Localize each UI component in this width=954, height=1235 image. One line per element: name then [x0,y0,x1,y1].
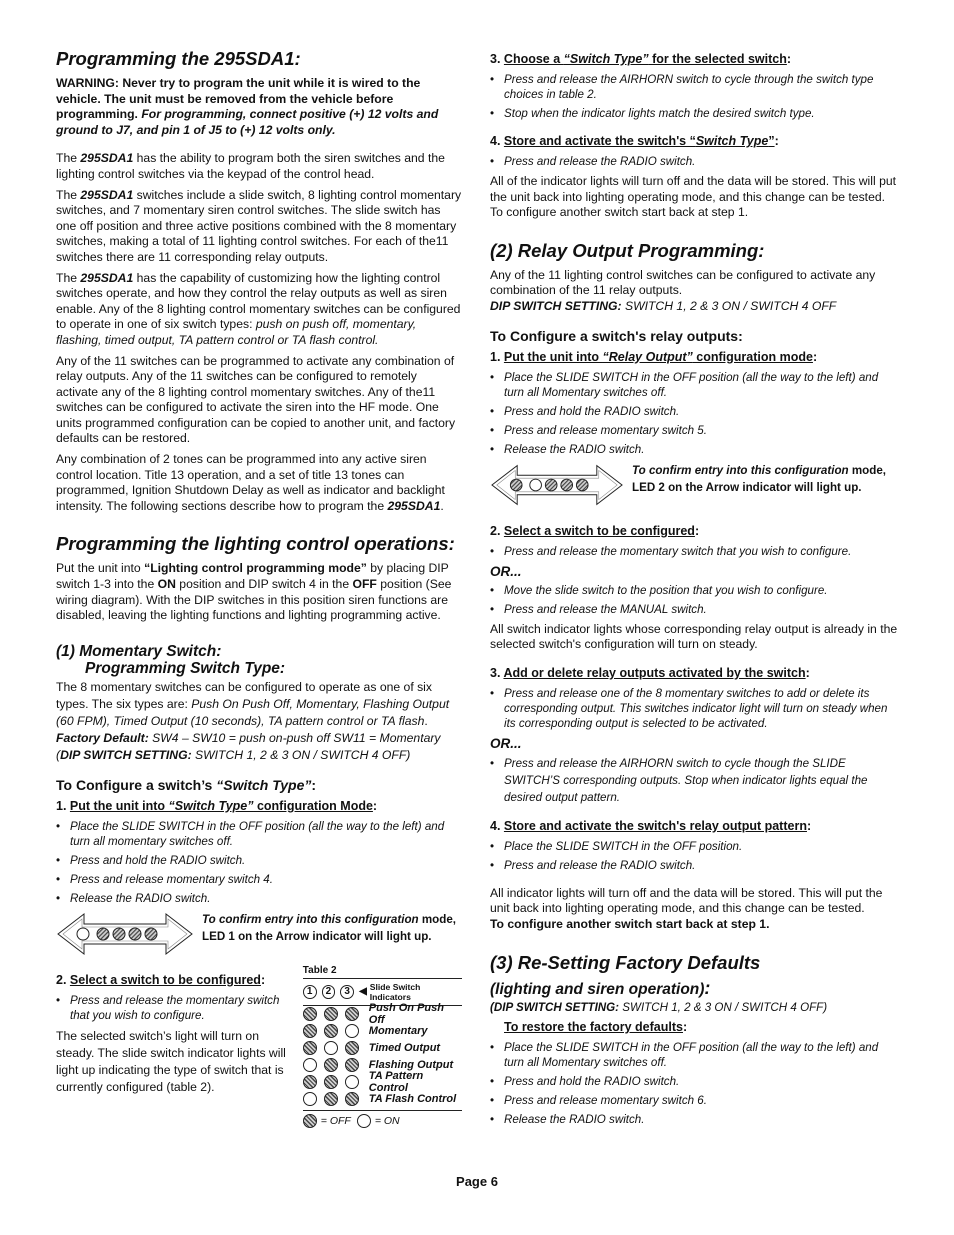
or-label: OR... [490,735,522,751]
confirm-led1: To confirm entry into this configuration mode, LED 1 on the Arrow indicator will light up. [56,911,462,957]
led-off-icon [324,1024,338,1038]
list-item: • Stop when the indicator lights match the desired switch type. [490,106,898,121]
left-arrow-icon: ◀ [359,986,367,998]
list-item: • Press and release the MANUAL switch. [490,602,898,617]
page-number: Page 6 [456,1174,498,1189]
led-off-icon [345,1041,359,1055]
table-row [303,1002,462,1027]
switch-type-label: Timed Output [368,1042,441,1055]
arrow-indicator-icon [490,462,624,508]
list-item: • Place the SLIDE SWITCH in the OFF position (all the way to the left) and turn all momentary switches off. [56,819,462,849]
step-1-type: 1. Put the unit into “Switch Type” configuration Mode: [56,798,378,813]
list-item: • Place the SLIDE SWITCH in the OFF position. [490,839,898,854]
step-3-relay-list [490,686,898,731]
led-off-icon [324,1075,338,1089]
table-row [303,1040,462,1057]
momentary-paragraph: The 8 momentary switches can be configured to operate as one of six types. The six types are: Push On Push Off, Momentary, Flashing Output (60 FPM), Timed Output (10 seconds), TA pattern control or TA flash. Factory Default: SW4 – SW10 = push on-push off SW11 = Momentary (DIP SWITCH SETTING: SWITCH 1, 2 & 3 ON / SWITCH 4 OFF) [56,679,450,762]
right-column [490,52,898,1132]
led-off-icon [345,1092,359,1106]
list-item: • Press and release the AIRHORN switch to cycle through the switch type choices in table 2. [490,72,898,102]
list-item: • Press and release the momentary switch that you wish to configure. [490,544,898,559]
led-off-icon [324,1058,338,1072]
led-off-icon [345,1058,359,1072]
lighting-paragraph: Put the unit into “Lighting control programming mode” by placing DIP switch 1-3 into the ON position and DIP switch 4 in the OFF position (See wiring diagram). With the DIP switches in this position siren functions are disabled, leaving the lighting functions and lighting programming active. [56,561,452,623]
list-item: • Press and release momentary switch 5. [490,423,898,438]
config-type-heading: To Configure a switch’s “Switch Type”: [56,776,317,793]
step-4-relay-paragraph: All indicator lights will turn off and the data will be stored. This will put the unit back into lighting operating mode, and this change can be tested. To configure another switch start back at step 1. [490,885,883,931]
step-3-relay: 3. Add or delete relay outputs activated by the switch: [490,665,810,680]
intro-paragraph-3: The 295SDA1 has the capability of customizing how the lighting control switches operate, and how they control the relay outputs as well as siren enable. Any of the 8 lighting control momentary switches can be configured to operate in one of six switch types: push on push off, momentary, flashing, timed output, TA pattern control or TA flash control. [56,270,461,347]
led-on-icon [303,1092,317,1106]
table-row [303,1091,462,1108]
led-on-icon [324,1041,338,1055]
step-4-relay-list [490,839,898,873]
led-on-icon [357,1114,371,1128]
step-2-relay-list-b [490,583,898,617]
led-off-icon [324,1092,338,1106]
list-item: • Release the RADIO switch. [490,442,898,457]
step-2-relay: 2. Select a switch to be configured: [490,523,700,538]
step-3-relay-list-b [490,755,898,806]
relay-paragraph: Any of the 11 lighting control switches can be configured to activate any combination of the 11 relay outputs. DIP SWITCH SETTING: SWITCH 1, 2 & 3 ON / SWITCH 4 OFF [490,267,876,313]
led-off-icon [303,1024,317,1038]
led-on-icon [345,1024,359,1038]
step-4-type: 4. Store and activate the switch's “Switch Type”: [490,134,779,148]
config-relay-heading: To Configure a switch's relay outputs: [490,327,743,344]
lighting-heading: Programming the lighting control operations: [56,533,455,555]
step-1-type-list [56,819,462,906]
reset-dip: (DIP SWITCH SETTING: SWITCH 1, 2 & 3 ON / SWITCH 4 OFF) [490,1000,828,1014]
step-2-type: 2. Select a switch to be configured: [56,972,266,987]
list-item: • Press and hold the RADIO switch. [490,1074,898,1089]
momentary-heading: (1) Momentary Switch: Programming Switch Type: [56,642,286,677]
step-2-relay-list [490,544,898,559]
list-item: • Press and release momentary switch 6. [490,1093,898,1108]
or-label: OR... [490,563,522,579]
reset-subheading: (lighting and siren operation): [490,977,711,998]
list-item: • Release the RADIO switch. [490,1112,898,1127]
led-off-icon [345,1007,359,1021]
reset-heading: (3) Re-Setting Factory Defaults [490,951,761,973]
switch-type-label: Flashing Output [368,1059,454,1072]
step-4-relay: 4. Store and activate the switch's relay output pattern: [490,818,812,833]
list-item: • Release the RADIO switch. [56,891,462,906]
list-item: • Press and hold the RADIO switch. [56,853,462,868]
intro-paragraph-4: Any of the 11 switches can be programmed to activate any combination of relay outputs. Any of the 11 switches can be configured to remotely activate any of the 8 lighting control momentary switches. Any of the11 switches can be configured to activate the siren into the HF mode. One units programmed configuration can be copied to another unit, and factory defaults can be restored. [56,353,456,446]
led-off-icon [303,1075,317,1089]
step-2-type-paragraph: The selected switch’s light will turn on steady. The slide switch indicator lights will light up indicating the type of switch that is currently configured (table 2). [56,1028,286,1094]
table-row [303,1070,462,1095]
led-off-icon [303,1114,317,1128]
switch-type-label: TA Flash Control [368,1093,457,1106]
table-2-legend: = OFF = ON [303,1110,462,1128]
list-item: • Press and release momentary switch 4. [56,872,462,887]
switch-type-label: Momentary [368,1025,428,1038]
intro-paragraph-2: The 295SDA1 switches include a slide switch, 8 lighting control momentary switches, and 7 momentary siren control switches. The slide switch has one off position and three active positions combined with the 8 momentary switches, making a total of 11 lighting control switches. For each of the11 switches there are 11 corresponding relay outputs. [56,187,462,264]
list-item: • Place the SLIDE SWITCH in the OFF position (all the way to the left) and turn all Momentary switches off. [490,370,898,400]
switch-type-label: Push On Push Off [368,1002,444,1027]
step-3-type: 3. Choose a “Switch Type” for the selected switch: [490,52,792,66]
table-2 [303,965,462,1128]
list-item: • Press and hold the RADIO switch. [490,404,898,419]
step-3-type-list [490,72,898,121]
led-off-icon [303,1007,317,1021]
list-item: • Press and release the momentary switch that you wish to configure. [56,993,293,1023]
restore-heading: To restore the factory defaults: [504,1020,688,1035]
list-item: • Press and release one of the 8 momentary switches to add or delete its corresponding output. This switches indicator light will turn on steady when its corresponding output is selected to be activated. [490,686,898,731]
table-2-rows [303,1002,462,1108]
list-item: • Press and release the RADIO switch. [490,858,898,873]
step-1-relay: 1. Put the unit into “Relay Output” configuration mode: [490,349,818,364]
list-item: • Press and release the RADIO switch. [490,154,898,169]
step-2-type-list [56,993,293,1023]
intro-paragraph-5: Any combination of 2 tones can be programmed into any active siren control location. Title 13 operation, and a set of title 13 tones can programmed, Ignition Shutdown Delay as well as indicator and backlight intensity. The following sections describe how to program the 295SDA1. [56,452,445,513]
led-on-icon [345,1075,359,1089]
list-item: • Place the SLIDE SWITCH in the OFF position (all the way to the left) and turn all Momentary switches off. [490,1040,898,1070]
table-2-title: Table 2 [303,965,462,979]
step-4-type-paragraph: All of the indicator lights will turn off and the data will be stored. This will put the unit back into lighting operating mode, and this change can be tested. To configure another switch start back at step 1. [490,174,897,220]
warning-paragraph: WARNING: Never try to program the unit while it is wired to the vehicle. The unit must be removed from the vehicle before programming. For programming, connect positive (+) 12 volts and ground to J7, and pin 1 of J5 to (+) 12 volts only. [56,76,439,137]
restore-list [490,1040,898,1127]
led-on-icon [303,1058,317,1072]
step-4-type-list [490,154,898,169]
step-1-relay-list [490,370,898,457]
list-item: • Press and release the AIRHORN switch to cycle though the SLIDE SWITCH’S corresponding outputs. Stop when indicator lights equal the desired output pattern. [490,755,898,806]
led-off-icon [324,1007,338,1021]
led-off-icon [303,1041,317,1055]
switch-type-label: TA Pattern Control [368,1070,424,1095]
list-item: • Move the slide switch to the position that you wish to configure. [490,583,898,598]
table-2-header: 1 2 3 ◀ Slide Switch Indicators [303,979,462,1006]
arrow-indicator-icon [56,911,194,957]
confirm-led2: To confirm entry into this configuration mode, LED 2 on the Arrow indicator will light up. [490,462,898,508]
step-2-relay-paragraph: All switch indicator lights whose corresponding relay output is already in the selected switch's configuration will turn on steady. [490,621,898,652]
intro-paragraph-1: The 295SDA1 has the ability to program both the siren switches and the lighting control switches via the keypad of the control head. [56,151,445,181]
page-title: Programming the 295SDA1: [56,48,301,69]
relay-heading: (2) Relay Output Programming: [490,239,765,261]
left-column [56,48,462,1128]
